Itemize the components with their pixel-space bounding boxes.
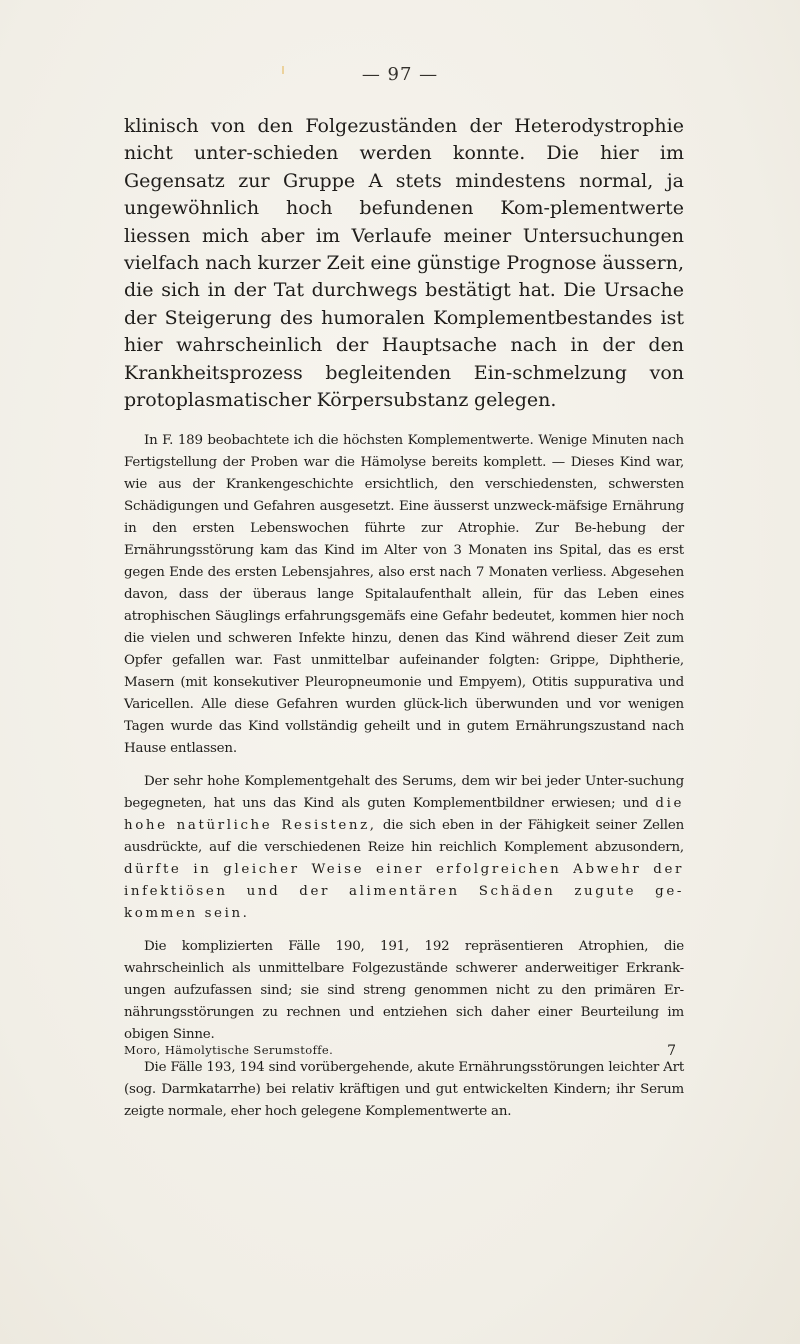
emphasis-natural-resistance: die hohe natürliche Resistenz, <box>124 796 684 834</box>
complement-paragraph <box>124 771 684 925</box>
complement-lead-text: Der sehr hohe Komplementgehalt des Serums, dem wir bei jeder Unter-suchung begegneten, hat uns das Kind als guten Komplementbildner erwiesen; und <box>124 774 684 812</box>
page-number: — 97 — <box>361 64 439 85</box>
page-content <box>124 113 684 1123</box>
footer-signature: Moro, Hämolytische Serumstoffe. <box>124 1043 334 1057</box>
emphasis-defense: dürfte in gleicher Weise einer erfolgreichen Abwehr der infektiösen und der alimentären Schäden zugute ge-kommen sein. <box>124 862 684 922</box>
main-paragraph: klinisch von den Folgezuständen der Heterodystrophie nicht unter-schieden werden konnte. Die hier im Gegensatz zur Gruppe A stets mindestens normal, ja ungewöhnlich hoch befundenen Kom-plementwerte liessen mich aber im Verlaufe meiner Untersuchungen vielfach nach kurzer Zeit eine günstige Prognose äussern, die sich in der Tat durchwegs bestätigt hat. Die Ursache der Steigerung des humoralen Komplementbestandes ist hier wahrscheinlich der Hauptsache nach in der den Krankheitsprozess begleitenden Ein-schmelzung von protoplasmatischer Körpersubstanz gelegen. <box>124 115 684 412</box>
case-189-paragraph: In F. 189 beobachtete ich die höchsten Komplementwerte. Wenige Minuten nach Fertigstellung der Proben war die Hämolyse bereits komplett. — Dieses Kind war, wie aus der Krankengeschichte ersichtlich, den verschiedensten, schwersten Schädigungen und Gefahren ausgesetzt. Eine äusserst unzweck-mäfsige Ernährung in den ersten Lebenswochen führte zur Atrophie. Zur Be-hebung der Ernährungsstörung kam das Kind im Alter von 3 Monaten ins Spital, das es erst gegen Ende des ersten Lebensjahres, also erst nach 7 Monaten verliess. Abgesehen davon, dass der überaus lange Spitalaufenthalt allein, für das Leben eines atrophischen Säuglings erfahrungsgemäfs eine Gefahr bedeutet, kommen hier noch die vielen und schweren Infekte hinzu, denen das Kind während dieser Zeit zum Opfer gefallen war. Fast unmittelbar aufeinander folgten: Grippe, Diphtherie, Masern (mit konsekutiver Pleuropneumonie und Empyem), Otitis suppurativa und Varicellen. Alle diese Gefahren wurden glück-lich überwunden und vor wenigen Tagen wurde das Kind vollständig geheilt und in gutem Ernährungszustand nach Hause entlassen. <box>124 433 684 757</box>
page-footer <box>124 1043 684 1065</box>
sheet-number: 7 <box>667 1043 676 1059</box>
complement-middle-text: die sich eben in der Fähigkeit seiner Zellen ausdrückte, auf die verschiedenen Reize hin reichlich Komplement abzusondern, <box>124 818 684 856</box>
cases-193-194-paragraph: Die Fälle 193, 194 sind vorübergehende, akute Ernährungsstörungen leichter Art (sog. Darmkatarrhe) bei relativ kräftigen und gut entwickelten Kindern; ihr Serum zeigte normale, eher hoch gelegene Komplementwerte an. <box>124 1060 684 1120</box>
cases-190-192-paragraph: Die komplizierten Fälle 190, 191, 192 repräsentieren Atrophien, die wahrscheinlich als unmittelbare Folgezustände schwerer anderweitiger Erkrank-ungen aufzufassen sind; sie sind streng genommen nicht zu den primären Er-nährungsstörungen zu rechnen und entziehen sich daher einer Beurteilung im obigen Sinne. <box>124 939 684 1043</box>
